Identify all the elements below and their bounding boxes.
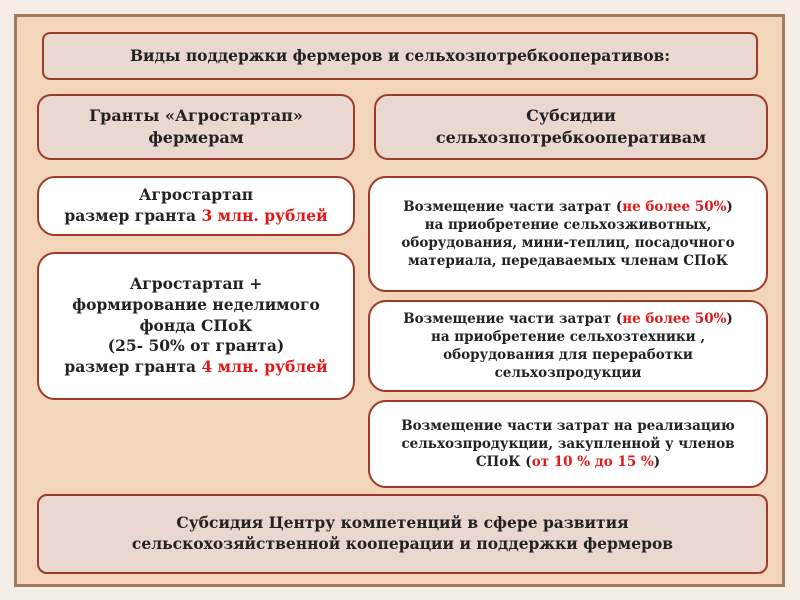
- agrostartup-plus-card: [37, 252, 355, 400]
- subsidy-livestock-card: [368, 176, 768, 292]
- subsidy-machinery-card: [368, 300, 768, 392]
- agro1-line1: Агростартап: [138, 185, 254, 205]
- sub1-prefix: Возмещение части затрат (: [403, 198, 623, 215]
- sub2-highlight: не более 50%: [622, 310, 727, 327]
- sub1-line4: материала, передаваемых членам СПоК: [407, 253, 729, 270]
- center-line1: Субсидия Центру компетенций в сфере развития: [176, 513, 629, 533]
- sub2-line1: [403, 310, 733, 328]
- subsidies-header-line2: сельхозпотребкооперативам: [435, 128, 707, 147]
- grants-header: [37, 94, 355, 160]
- sub3-line2: сельхозпродукции, закупленной у членов: [401, 435, 735, 452]
- subsidies-header-line1: Субсидии: [526, 106, 616, 126]
- agro2-line2: формирование неделимого: [72, 294, 320, 314]
- center-line2: сельскохозяйственной кооперации и поддержки фермеров: [131, 534, 674, 553]
- slide-title: [42, 32, 758, 80]
- agro1-line2: [64, 206, 327, 227]
- agro2-line3: фонда СПоК: [139, 315, 253, 335]
- sub3-line1: Возмещение части затрат на реализацию: [401, 417, 735, 434]
- agro2-line1: Агростартап +: [129, 273, 263, 293]
- subsidies-header: [374, 94, 768, 160]
- sub3-prefix: СПоК (: [475, 454, 532, 471]
- agro2-amount: 4 млн. рублей: [201, 357, 328, 377]
- sub3-line3: [401, 453, 734, 471]
- agro2-line5: [64, 357, 327, 378]
- grants-header-line2: фермерам: [148, 128, 244, 147]
- grants-header-line1: Гранты «Агростартап»: [89, 106, 303, 126]
- sub1-line2: на приобретение сельхозживотных,: [424, 216, 712, 233]
- agro2-line4: (25- 50% от гранта): [107, 336, 285, 356]
- subsidy-sales-card: [368, 400, 768, 488]
- agro1-amount: 3 млн. рублей: [201, 206, 328, 225]
- sub1-line3: оборудования, мини-теплиц, посадочного: [401, 235, 735, 251]
- sub2-suffix: ): [726, 310, 733, 327]
- sub2-prefix: Возмещение части затрат (: [403, 310, 623, 327]
- agro2-amount-label: размер гранта: [64, 357, 202, 377]
- sub1-line1: [401, 198, 734, 216]
- sub2-line3: оборудования для переработки: [443, 347, 693, 363]
- competence-center-subsidy: [37, 494, 768, 574]
- sub3-suffix: ): [653, 454, 661, 471]
- sub1-suffix: ): [726, 198, 733, 215]
- agro1-amount-label: размер гранта: [64, 206, 202, 225]
- sub2-line4: сельхозпродукции: [494, 365, 642, 382]
- slide-title-text: Виды поддержки фермеров и сельхозпотребкооперативов:: [129, 45, 671, 65]
- agrostartup-grant-card: [37, 176, 355, 236]
- sub3-highlight: от 10 % до 15 %: [531, 454, 654, 471]
- sub2-line2: на приобретение сельхозтехники ,: [430, 328, 706, 345]
- sub1-highlight: не более 50%: [622, 198, 727, 215]
